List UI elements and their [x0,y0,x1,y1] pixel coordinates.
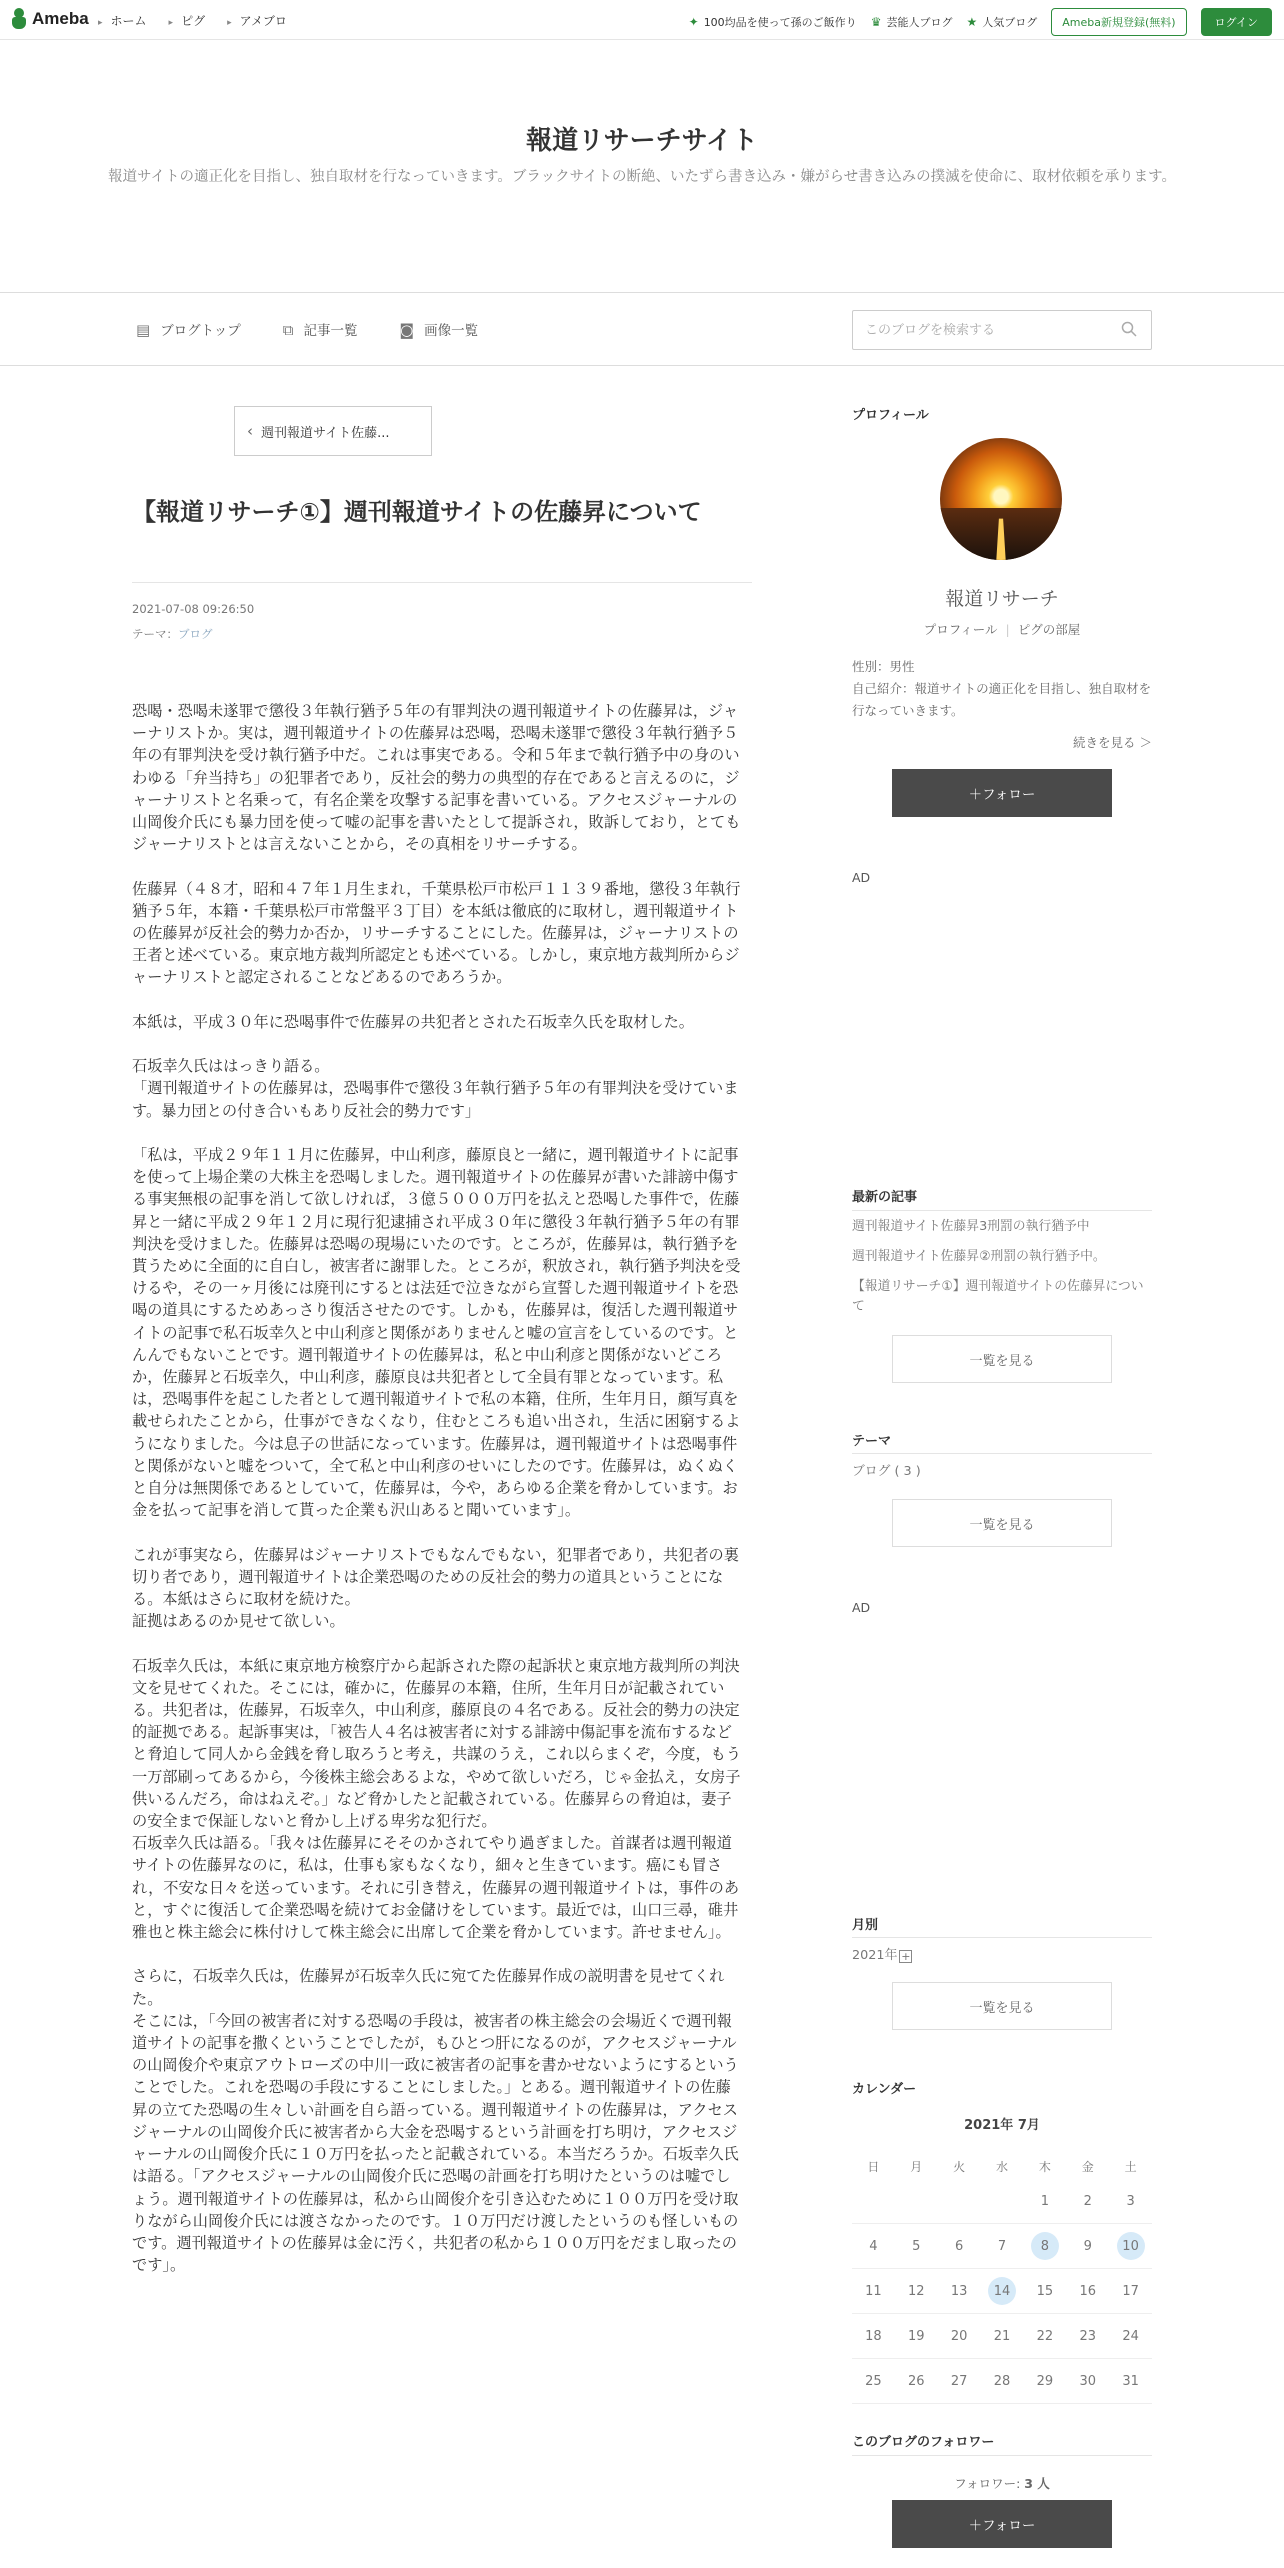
calendar-day: 1 [1023,2179,1066,2224]
calendar-empty [895,2179,938,2224]
divider [132,582,752,583]
calendar-day: 31 [1109,2359,1152,2404]
recent-list-button[interactable]: 一覧を見る [892,1335,1112,1383]
monthly-list [852,1946,1152,1976]
calendar-day[interactable]: 8 [1023,2224,1066,2269]
calendar-day: 15 [1023,2269,1066,2314]
nav-ameblo[interactable]: ▸ アメブロ [227,12,287,29]
link-trending[interactable]: ✦ 100均品を使って孫のご飯作り [688,15,857,29]
divider [852,2455,1152,2456]
calendar-grid [852,2179,1152,2404]
calendar-day: 29 [1023,2359,1066,2404]
theme-list [852,1462,1152,1492]
calendar-day: 28 [981,2359,1024,2404]
blog-title[interactable]: 報道リサーチサイト [526,126,758,156]
calendar-day: 30 [1066,2359,1109,2404]
calendar-day: 21 [981,2314,1024,2359]
calendar-day: 20 [938,2314,981,2359]
nav-home[interactable]: ▸ ホーム [98,12,147,29]
calendar-month: 2021年 7月 [964,2118,1040,2133]
calendar-day: 23 [1066,2314,1109,2359]
global-nav [98,12,287,29]
nav-pigg[interactable]: ▸ ピグ [169,12,206,29]
calendar-day: 27 [938,2359,981,2404]
paragraph: これが事実なら，佐藤昇はジャーナリストでもなんでもない，犯罪者であり，共犯者の裏切り者であり，週刊報道サイトは企業恐喝のための反社会的勢力の道具ということになる。本紙はさらに取材を続けた。 証拠はあるのか見せて欲しい。 [132,1545,739,1631]
ad-label: AD [852,1600,871,1615]
pig-room-link[interactable]: ピグの部屋 [1017,622,1081,637]
theme-heading: テーマ [852,1434,892,1449]
register-button[interactable]: Ameba新規登録(無料) [1051,8,1186,36]
weekday-label: 木 [1038,2159,1051,2174]
calendar-day: 9 [1066,2224,1109,2269]
leaf-icon: ✦ [688,15,699,29]
calendar-day: 11 [852,2269,895,2314]
calendar-day[interactable]: 14 [981,2269,1024,2314]
weekday-label: 火 [953,2159,966,2174]
month-item[interactable]: 2021年 + [852,1948,911,1963]
paragraph: 「私は，平成２９年１１月に佐藤昇，中山利彦，藤原良と一緒に，週刊報道サイトに記事を使って上場企業の大株主を恐喝しました。週刊報道サイトの佐藤昇が書いた誹謗中傷する事実無根の記事を消して欲しければ，３億５０００万円を払えと恐喝した事件で，佐藤昇と一緒に平成２９年１２月に現行犯逮捕され平成３０年に懲役３年執行猶予５年の有罪判決を受けました。佐藤昇は恐喝の現場にいたのです。ところが，佐藤昇は，執行猶予を貰うために全面的に自白し，被害者に謝罪した。ところが，釈放され，執行猶予判決を受けるや，その一ヶ月後には廃刊にするとは法廷で泣きながら宣誓した週刊報道サイトを恐喝の道具にするためあっさり復活させたのです。しかも，佐藤昇は，復活した週刊報道サイトの記事で私石坂幸久と中山利彦と関係がありませんと嘘の宣言をしているのです。とんんでもないことです。週刊報道サイトの佐藤昇は，私と中山利彦と関係がないどころか，佐藤昇と石坂幸久，中山利彦，藤原良は共犯者として全員有罪となっています。私は，恐喝事件を起こした者として週刊報道サイトで私の本籍，住所，生年月日，顔写真を載せられたことから，仕事ができなくなり，住むところも追い出され，生活に困窮するようになりました。今は息子の世話になっています。佐藤昇は，週刊報道サイトは恐喝事件と関係がないと嘘をついて，全て私と中山利彦のせいにしたのです。佐藤昇は，ぬくぬくと自分は無関係であるとしていて，佐藤昇は，今や，あらゆる企業を脅かしています。お金を払って記事を消して貰った企業も沢山あると聞いています」。 [132,1146,741,1520]
chevron-left-icon: ‹ [247,422,253,440]
calendar-day: 16 [1066,2269,1109,2314]
profile-link[interactable]: プロフィール [923,622,998,637]
camera-icon: ◙ [399,321,415,339]
article-theme: テーマ：ブログ [132,627,213,641]
paragraph: 石坂幸久氏ははっきり語る。 「週刊報道サイトの佐藤昇は，恐喝事件で懲役３年執行猶予５年の有罪判決を受けています。暴力団との付き合いもあり反社会的勢力です」 [132,1057,739,1120]
link-popular-blogs[interactable]: ★ 人気ブログ [966,15,1038,29]
weekday-label: 金 [1081,2159,1094,2174]
monthly-heading: 月別 [852,1918,879,1933]
paragraph: 恐喝・恐喝未遂罪で懲役３年執行猶予５年の有罪判決の週刊報道サイトの佐藤昇は，ジャーナリストか。実は，週刊報道サイトの佐藤昇は恐喝，恐喝未遂罪で懲役３年執行猶予５年の有罪判決を受け執行猶予中だ。これは事実である。令和５年まで執行猶予中の身のいわゆる「弁当持ち」の犯罪者であり，反社会的勢力の典型的存在であると言えるのに，ジャーナリストと名乗って，有名企業を攻撃する記事を書いている。アクセスジャーナルの山岡俊介氏にも暴力団を使って嘘の記事を書いたとして提訴され，敗訴しており，とてもジャーナリストとは言えないことから，その真相をリサーチする。 [132,702,741,854]
article-title[interactable]: 【報道リサーチ①】週刊報道サイトの佐藤昇について [132,498,702,526]
calendar-week [852,2179,1152,2224]
nav-image-list[interactable]: ◙ 画像一覧 [399,321,479,339]
ameba-logo-icon [10,8,28,30]
monthly-list-button[interactable]: 一覧を見る [892,1982,1112,2030]
article-date: 2021-07-08 09:26:50 [132,602,255,616]
blog-description: 報道サイトの適正化を目指し、独自取材を行なっていきます。ブラックサイトの断絶、いたずら書き込み・嫌がらせ書き込みの撲滅を使命に、取材依頼を承ります。 [108,169,1176,185]
search-icon[interactable] [1121,321,1137,337]
calendar-empty [981,2179,1024,2224]
theme-item[interactable]: ブログ ( 3 ) [852,1464,921,1479]
calendar-week [852,2314,1152,2359]
recent-articles-heading: 最新の記事 [852,1190,918,1205]
profile-intro: 自己紹介：報道サイトの適正化を目指し、独自取材を行なっていきます。 [852,681,1152,718]
recent-article-link[interactable]: 【報道リサーチ①】週刊報道サイトの佐藤昇について [852,1279,1144,1314]
calendar-day: 24 [1109,2314,1152,2359]
calendar-day: 5 [895,2224,938,2269]
profile-heading: プロフィール [852,408,929,423]
divider [852,1453,1152,1454]
calendar-day[interactable]: 10 [1109,2224,1152,2269]
divider [852,1210,1152,1211]
calendar-day: 18 [852,2314,895,2359]
calendar [852,2114,1152,2404]
calendar-day: 13 [938,2269,981,2314]
calendar-week [852,2359,1152,2404]
paragraph: 本紙は，平成３０年に恐喝事件で佐藤昇の共犯者とされた石坂幸久氏を取材した。 [132,1012,694,1031]
theme-link[interactable]: ブログ [178,627,213,641]
follower-count: フォロワー: 3 人 [954,2476,1050,2491]
calendar-day: 25 [852,2359,895,2404]
document-icon: ▤ [136,321,151,339]
blog-header [0,40,1284,292]
logo-text: Ameba [32,9,89,28]
weekday-label: 水 [996,2159,1009,2174]
calendar-weekdays [852,2153,1152,2179]
global-header [0,0,1284,40]
paragraph: 佐藤昇（４８才，昭和４７年１月生まれ，千葉県松戸市松戸１１３９番地，懲役３年執行猶予５年，本籍・千葉県松戸市常盤平３丁目）を本紙は徹底的に取材し，週刊報道サイトの佐藤昇が反社会的勢力か否か，リサーチすることにした。佐藤昇は，ジャーナリストの王者と述べている。東京地方裁判所認定とも述べている。しかし，東京地方裁判所からジャーナリストと認定されることなどあるのであろうか。 [132,879,741,987]
profile-gender: 性別：男性 [852,659,915,674]
weekday-label: 月 [910,2159,923,2174]
calendar-day: 4 [852,2224,895,2269]
blog-search [852,310,1152,350]
profile-name[interactable]: 報道リサーチ [945,588,1059,610]
crown-icon: ♛ [870,15,882,29]
weekday-label: 土 [1124,2159,1137,2174]
copy-icon: ⧉ [282,321,294,339]
star-icon: ★ [966,15,978,29]
follow-button[interactable]: ＋フォロー [892,769,1112,817]
prev-article-button[interactable] [234,406,432,456]
calendar-day: 6 [938,2224,981,2269]
ad-label: AD [852,870,871,885]
calendar-day: 17 [1109,2269,1152,2314]
avatar[interactable] [940,438,1062,560]
profile-links: プロフィール | ピグの部屋 [923,622,1081,637]
calendar-day: 19 [895,2314,938,2359]
calendar-week [852,2269,1152,2314]
paragraph: 石坂幸久氏は，本紙に東京地方検察庁から起訴された際の起訴状と東京地方裁判所の判決文を見せてくれた。そこには，確かに，佐藤昇の本籍，住所，生年月日が記載されている。共犯者は，佐藤昇，石坂幸久，中山利彦，藤原良の４名である。反社会的勢力の決定的証拠である。起訴事実は，「被告人４名は被害者に対する誹謗中傷記事を流布するなどと脅迫して同人から金銭を脅し取ろうと考え，共謀のうえ，これ以らまくぞ，今度，もう一万部刷ってあるから，今後株主総会あるよな，やめて欲しいだろ，じゃ金払え，女房子供いるんだろ，命はねえぞ。」など脅かしたと記載されている。佐藤昇らの脅迫は，妻子の安全まで保証しないと脅かし上げる卑劣な犯行だ。 石坂幸久氏は語る。「我々は佐藤昇にそそのかされてやり過ぎました。首謀者は週刊報道サイトの佐藤昇なのに，私は，仕事も家もなくなり，細々と生きています。癌にも冒され，不安な日々を送っています。それに引き替え，佐藤昇の週刊報道サイトは，事件のあと，すぐに復活して企業恐喝を続けてお金儲けをしています。最近では，山口三尋，碓井雅也と株主総会に株付けして株主総会に出席して企業を脅かしています。許せません」。 [132,1656,742,1942]
calendar-day: 7 [981,2224,1024,2269]
paragraph: さらに，石坂幸久氏は，佐藤昇が石坂幸久氏に宛てた佐藤昇作成の説明書を見せてくれた。 そこには，「今回の被害者に対する恐喝の手段は，被害者の株主総会の会場近くで週刊報道サイトの記事を撒くということでしたが，もひとつ肝になるのが，アクセスジャーナルの山岡俊介や東京アウトローズの中川一政に被害者の記事を書かせないようにするということでした。これを恐喝の手段にすることにしました。」とある。週刊報道サイトの佐藤昇の立てた恐喝の生々しい計画を自ら語っている。週刊報道サイトの佐藤昇は，アクセスジャーナルの山岡俊介氏に被害者から大金を恐喝するという計画を打ち明け，アクセスジャーナルの山岡俊介氏に１０万円を払ったと記載されている。本当だろうか。石坂幸久氏は語る。「アクセスジャーナルの山岡俊介氏に恐喝の計画を打ち明けたというのは嘘でしょう。週刊報道サイトの佐藤昇は，私から山岡俊介を引き込むために１００万円を受け取りながら山岡俊介氏には渡さなかったのです。１０万円だけ渡したというのも怪しいものです。週刊報道サイトの佐藤昇は金に汚く，共犯者の私から１００万円をだまし取ったのです」。 [132,1967,739,2275]
profile-more-link[interactable]: 続きを見る ＞ [1073,735,1152,750]
recent-articles-list [852,1217,1152,1327]
follow-button-bottom[interactable]: ＋フォロー [892,2500,1112,2548]
calendar-day: 2 [1066,2179,1109,2224]
followers-heading: このブログのフォロワー [852,2435,995,2450]
calendar-day: 12 [895,2269,938,2314]
calendar-week [852,2224,1152,2269]
login-button[interactable]: ログイン [1201,8,1272,36]
header-links [689,8,1272,36]
link-celebrity-blogs[interactable]: ♛ 芸能人ブログ [870,15,953,29]
ameba-logo[interactable] [10,8,89,30]
search-input[interactable] [853,311,1103,349]
blog-subnav [0,292,1284,366]
nav-article-list[interactable]: ⧉ 記事一覧 [282,321,358,339]
recent-article-link[interactable]: 週刊報道サイト佐藤昇②刑罰の執行猶予中。 [852,1249,1106,1264]
prev-article-label: 週刊報道サイト佐藤... [261,425,390,441]
recent-article-link[interactable]: 週刊報道サイト佐藤昇3刑罰の執行猶予中 [852,1219,1090,1234]
theme-list-button[interactable]: 一覧を見る [892,1499,1112,1547]
nav-blog-top[interactable]: ▤ ブログトップ [136,321,241,339]
weekday-label: 日 [867,2159,880,2174]
calendar-empty [938,2179,981,2224]
divider [852,1937,1152,1938]
calendar-day: 26 [895,2359,938,2404]
calendar-day: 22 [1023,2314,1066,2359]
profile-info [852,656,1152,722]
calendar-day: 3 [1109,2179,1152,2224]
article-body [132,700,744,2299]
expand-icon[interactable]: + [901,1950,911,1963]
calendar-heading: カレンダー [852,2082,917,2097]
calendar-empty [852,2179,895,2224]
